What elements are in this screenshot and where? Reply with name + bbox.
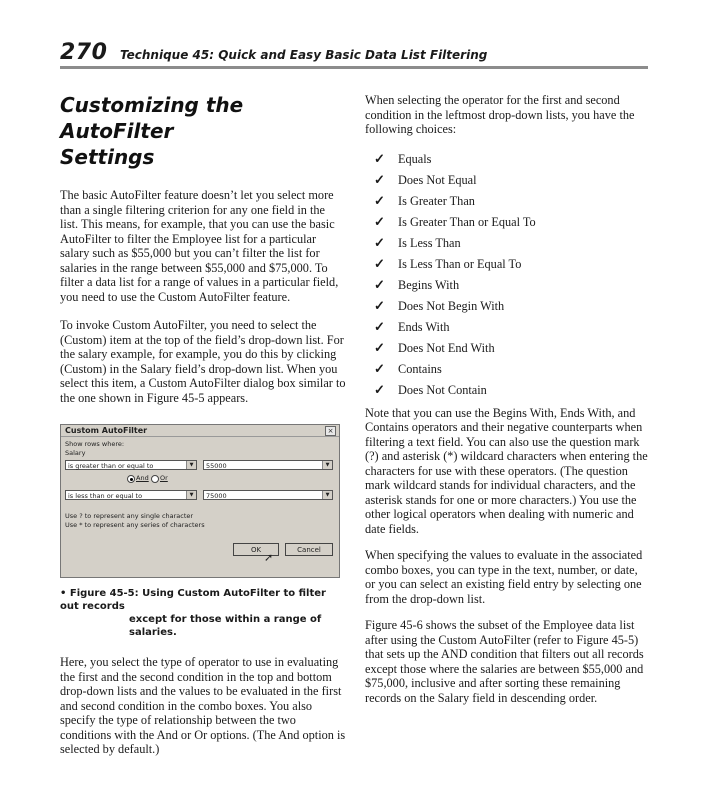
list-item bbox=[365, 320, 649, 341]
caption-line-1: Using Custom AutoFilter to filter out records bbox=[60, 588, 326, 612]
figure-caption bbox=[60, 587, 346, 639]
check-icon: ✓ bbox=[374, 255, 385, 271]
chevron-down-icon[interactable]: ▼ bbox=[322, 461, 332, 469]
paragraph: When selecting the operator for the first and second condition in the leftmost drop-down lists, you have the following choices: bbox=[365, 93, 635, 136]
list-item-label: Does Not End With bbox=[398, 340, 495, 355]
operator-2-value: is less than or equal to bbox=[68, 492, 143, 500]
check-icon: ✓ bbox=[374, 192, 385, 208]
list-item-label: Does Not Equal bbox=[398, 172, 477, 187]
list-item-label: Does Not Contain bbox=[398, 382, 487, 397]
operator-select-2[interactable] bbox=[65, 490, 197, 500]
list-item-label: Equals bbox=[398, 151, 432, 166]
list-item bbox=[365, 362, 649, 383]
list-item bbox=[365, 194, 649, 215]
check-icon: ✓ bbox=[374, 297, 385, 313]
page-header bbox=[60, 38, 648, 68]
check-icon: ✓ bbox=[374, 213, 385, 229]
operator-1-value: is greater than or equal to bbox=[68, 462, 154, 470]
paragraph: When specifying the values to evaluate in the associated combo boxes, you can type in the text, number, or date, or you can select an existing field entry by selecting one from the drop-down list. bbox=[365, 548, 643, 606]
check-icon: ✓ bbox=[374, 318, 385, 334]
chevron-down-icon[interactable]: ▼ bbox=[186, 491, 196, 499]
list-item-label: Is Less Than or Equal To bbox=[398, 256, 522, 271]
list-item bbox=[365, 236, 649, 257]
dialog-title-bar bbox=[61, 425, 339, 437]
hint-single-char: Use ? to represent any single character bbox=[65, 512, 194, 520]
header-rule bbox=[60, 66, 648, 69]
list-item-label: Contains bbox=[398, 361, 442, 376]
check-icon: ✓ bbox=[374, 276, 385, 292]
list-item-label: Is Less Than bbox=[398, 235, 461, 250]
running-head: Technique 45: Quick and Easy Basic Data List Filtering bbox=[120, 48, 488, 62]
hint-series-chars: Use * to represent any series of characters bbox=[65, 521, 205, 529]
figure-label: • Figure 45-5: bbox=[60, 588, 139, 599]
paragraph: Figure 45-6 shows the subset of the Employee data list after using the Custom AutoFilter (refer to Figure 45-5) that sets up the AND condition that filters out all records except those where the salaries are between $55,000 and $75,000, inclusive and after sorting these remaining records on the Salary field in descending order. bbox=[365, 618, 644, 705]
right-column bbox=[365, 93, 649, 705]
value-combo-2[interactable] bbox=[203, 490, 333, 500]
cursor-arrow-icon: ➚ bbox=[264, 551, 274, 564]
or-label: Or bbox=[160, 474, 168, 482]
list-item bbox=[365, 215, 649, 236]
section-heading bbox=[60, 92, 346, 170]
caption-line-2: except for those within a range of salaries. bbox=[129, 614, 322, 638]
paragraph: The basic AutoFilter feature doesn’t let you select more than a single filtering criterion for any one field in the list. This means, for example, that you can use the basic AutoFilter to filter the Employee list for a particular salary such as $55,000 but you can’t filter the list for salaries in the range between $55,000 and $75,000. To filter a data list for a range of values in a particular field, you need to use the Custom AutoFilter feature. bbox=[60, 188, 339, 304]
heading-line-2: Settings bbox=[60, 145, 155, 169]
list-item-label: Is Greater Than or Equal To bbox=[398, 214, 536, 229]
operator-select-1[interactable] bbox=[65, 460, 197, 470]
show-rows-label: Show rows where: bbox=[65, 440, 125, 448]
check-icon: ✓ bbox=[374, 234, 385, 250]
page-number: 270 bbox=[60, 40, 108, 65]
chevron-down-icon[interactable]: ▼ bbox=[322, 491, 332, 499]
list-item-label: Begins With bbox=[398, 277, 460, 292]
list-item-label: Does Not Begin With bbox=[398, 298, 505, 313]
and-label: And bbox=[136, 474, 149, 482]
list-item bbox=[365, 278, 649, 299]
operator-list bbox=[365, 152, 649, 404]
list-item bbox=[365, 152, 649, 173]
check-icon: ✓ bbox=[374, 171, 385, 187]
value-2: 75000 bbox=[206, 492, 227, 500]
list-item bbox=[365, 341, 649, 362]
list-item bbox=[365, 257, 649, 278]
and-radio[interactable] bbox=[127, 475, 135, 483]
custom-autofilter-dialog bbox=[60, 424, 340, 578]
cancel-button[interactable]: Cancel bbox=[285, 543, 333, 556]
check-icon: ✓ bbox=[374, 150, 385, 166]
heading-line-1: Customizing the AutoFilter bbox=[60, 93, 244, 143]
paragraph: Here, you select the type of operator to use in evaluating the first and the second condition in the top and bottom drop-down lists and the values to be evaluated in the first and second condition in the combo boxes. You also specify the type of relationship between the two conditions with the And or Or options. (The And option is selected by default.) bbox=[60, 655, 346, 756]
value-1: 55000 bbox=[206, 462, 227, 470]
value-combo-1[interactable] bbox=[203, 460, 333, 470]
chevron-down-icon[interactable]: ▼ bbox=[186, 461, 196, 469]
or-radio[interactable] bbox=[151, 475, 159, 483]
list-item-label: Ends With bbox=[398, 319, 450, 334]
paragraph: Note that you can use the Begins With, Ends With, and Contains operators and their negative counterparts when filtering a text field. You can also use the question mark (?) and asterisk (*) wildcard characters when entering the characters for use with these operators. (The question mark wildcard stands for individual characters, and the asterisk stands for one or more characters.) You use the other logical operators when dealing with numeric and date fields. bbox=[365, 405, 648, 536]
check-icon: ✓ bbox=[374, 381, 385, 397]
left-column bbox=[60, 92, 346, 757]
ok-button[interactable]: OK bbox=[233, 543, 279, 556]
field-label: Salary bbox=[65, 449, 86, 457]
close-icon[interactable]: × bbox=[325, 426, 336, 436]
list-item-label: Is Greater Than bbox=[398, 193, 475, 208]
dialog-title: Custom AutoFilter bbox=[65, 426, 148, 435]
check-icon: ✓ bbox=[374, 339, 385, 355]
check-icon: ✓ bbox=[374, 360, 385, 376]
list-item bbox=[365, 173, 649, 194]
list-item bbox=[365, 383, 649, 404]
list-item bbox=[365, 299, 649, 320]
paragraph: To invoke Custom AutoFilter, you need to select the (Custom) item at the top of the field’s drop-down list. For the salary example, for example, you do this by clicking (Custom) in the Salary field’s drop-down list. When you select this item, a Custom AutoFilter dialog box similar to the one shown in Figure 45-5 appears. bbox=[60, 318, 346, 405]
